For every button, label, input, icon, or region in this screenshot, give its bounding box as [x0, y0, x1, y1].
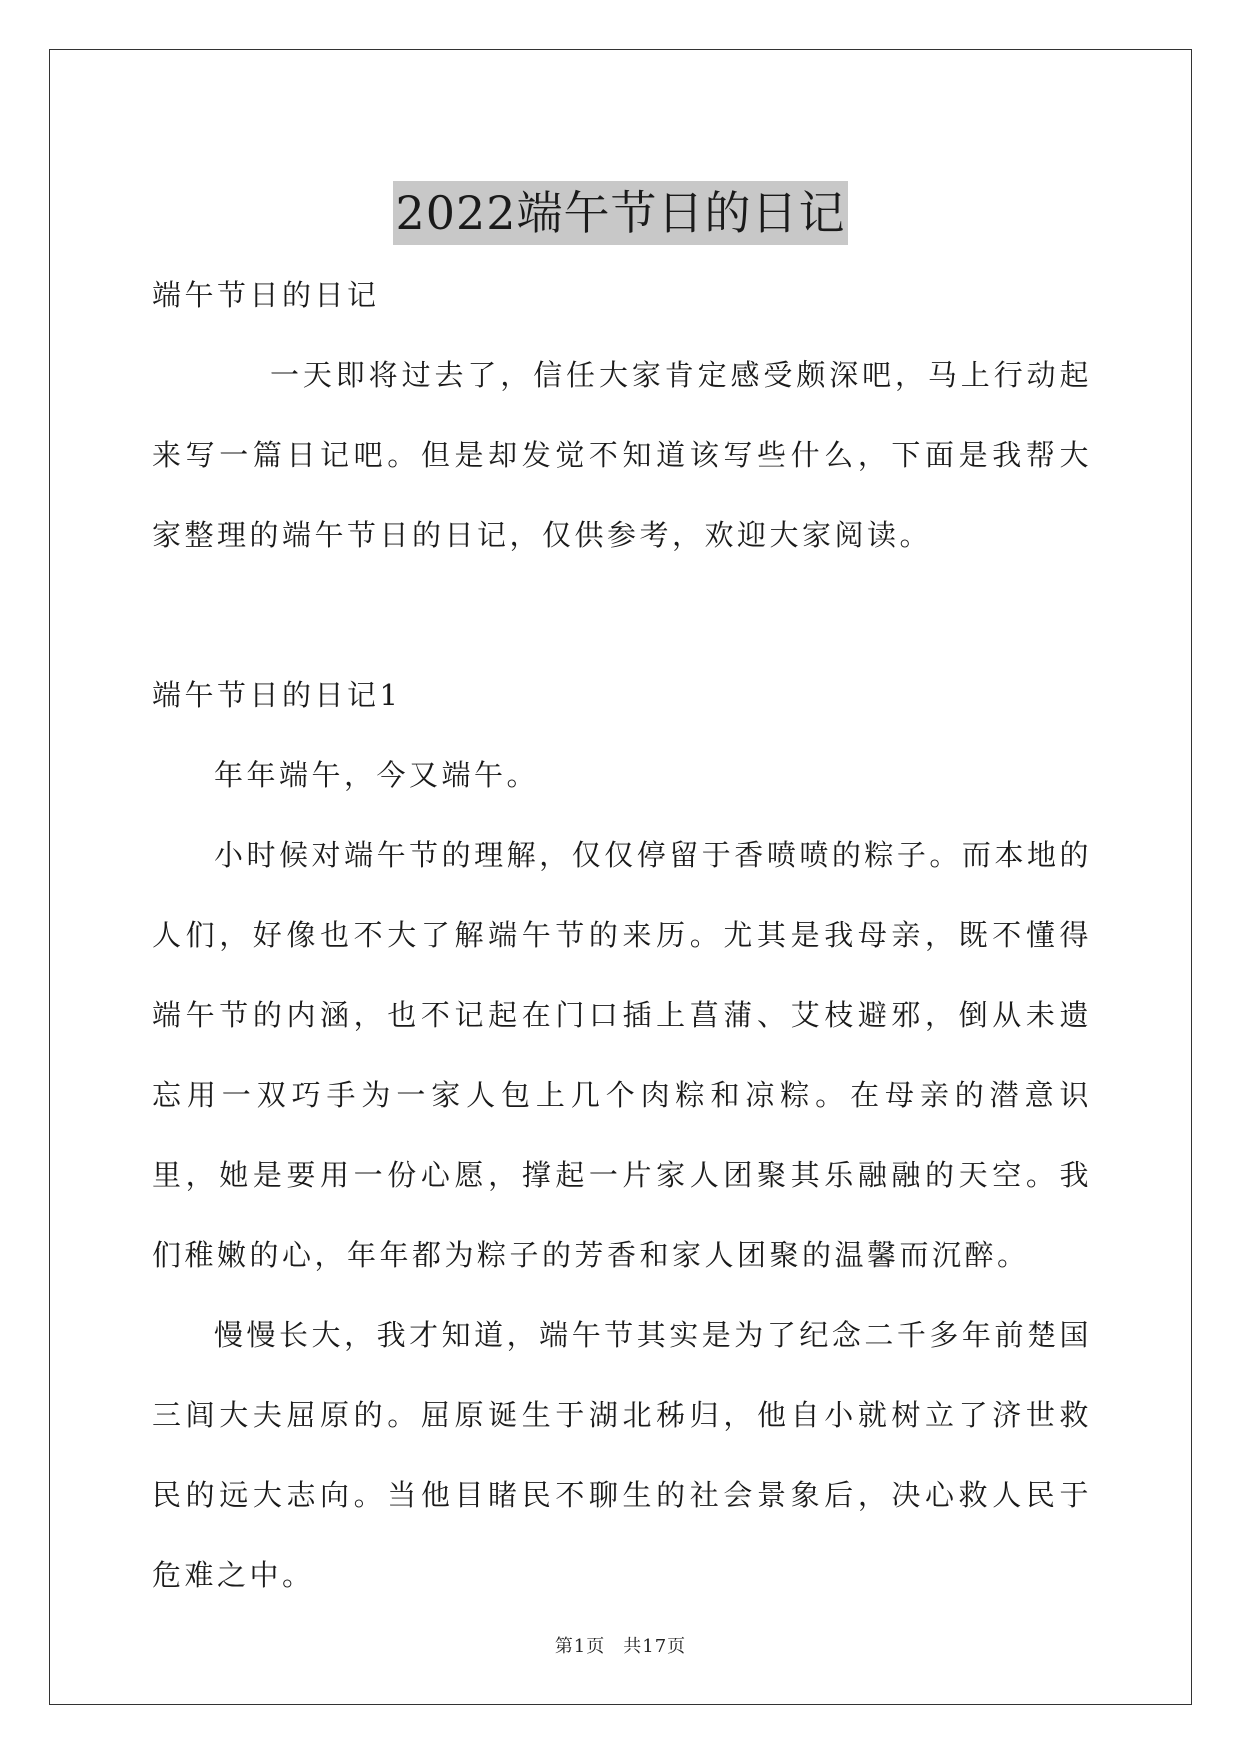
document-body — [152, 255, 1092, 1615]
paragraph-gap — [152, 575, 1092, 655]
section-heading: 端午节日的日记1 — [152, 678, 402, 712]
intro-paragraph: 一天即将过去了，信任大家肯定感受颇深吧，马上行动起来写一篇日记吧。但是却发觉不知道该写些什么，下面是我帮大家整理的端午节日的日记，仅供参考，欢迎大家阅读。 — [152, 358, 1092, 552]
body-paragraph: 小时候对端午节的理解，仅仅停留于香喷喷的粽子。而本地的人们，好像也不大了解端午节的来历。尤其是我母亲，既不懂得端午节的内涵，也不记起在门口插上菖蒲、艾枝避邪，倒从未遗忘用一双巧手为一家人包上几个肉粽和凉粽。在母亲的潜意识里，她是要用一份心愿，撑起一片家人团聚其乐融融的天空。我们稚嫩的心，年年都为粽子的芳香和家人团聚的温馨而沉醉。 — [152, 838, 1092, 1272]
document-title: 2022端午节日的日记 — [393, 181, 847, 245]
page-total: 共17页 — [623, 1636, 687, 1657]
page-footer — [0, 1632, 1241, 1658]
body-paragraph: 年年端午，今又端午。 — [214, 758, 540, 792]
body-paragraph: 慢慢长大，我才知道，端午节其实是为了纪念二千多年前楚国三闾大夫屈原的。屈原诞生于湖北秭归，他自小就树立了济世救民的远大志向。当他目睹民不聊生的社会景象后，决心救人民于危难之中。 — [152, 1318, 1092, 1592]
document-subtitle: 端午节日的日记 — [152, 278, 380, 312]
page-number: 第1页 — [554, 1636, 606, 1657]
